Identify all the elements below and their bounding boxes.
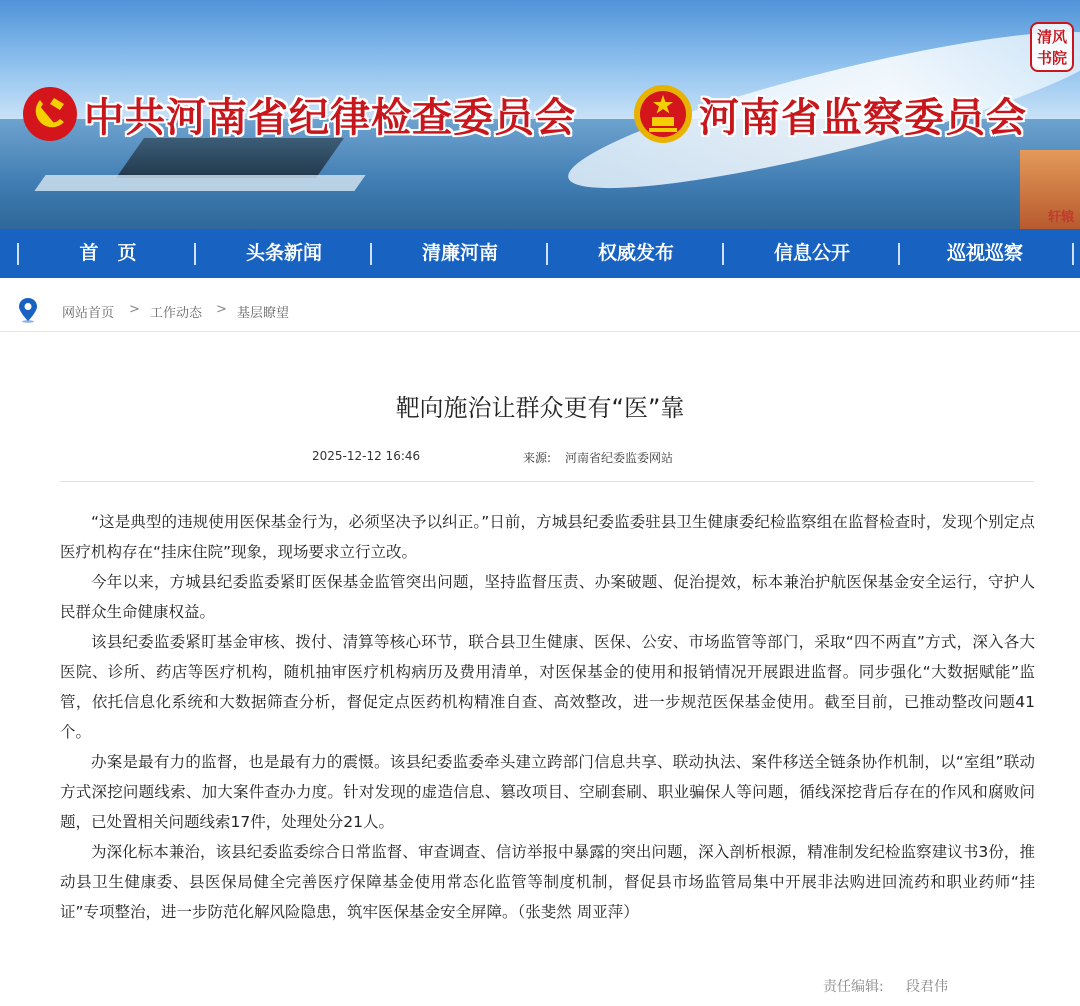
title-supervision-henan: 河南省监察委员会 [699, 94, 1027, 141]
breadcrumb-grassroots-link[interactable]: 基层瞭望 [237, 306, 290, 321]
article-paragraph: 今年以来，方城县纪委监委紧盯医保基金监管突出问题，坚持监督压责、办案破题、促治提效，标本兼治护航医保基金安全运行，守护人民群众生命健康权益。 [60, 573, 1035, 621]
breadcrumb-separator: > [216, 302, 227, 317]
article-source: 河南省纪委监委网站 [565, 451, 674, 465]
party-emblem-icon [22, 86, 78, 142]
divider [60, 481, 1034, 482]
breadcrumb-separator: > [129, 302, 140, 317]
nav-item-info-disclosure[interactable]: 信息公开 [773, 242, 850, 264]
banner-shore-text: 轩辕 [1047, 210, 1074, 225]
location-pin-icon [17, 297, 39, 323]
nav-item-authority-release[interactable]: 权威发布 [597, 242, 674, 264]
breadcrumb [0, 278, 1080, 332]
article-paragraph: 该县纪委监委紧盯基金审核、拨付、清算等核心环节，联合县卫生健康、医保、公安、市场监管等部门，采取“四不两直”方式，深入各大医院、诊所、药店等医疗机构，随机抽审医疗机构病历及费用清单，对医保基金的使用和报销情况开展跟进监督。同步强化“大数据赋能”监管，依托信息化系统和大数据筛查分析，督促定点医药机构精准自查、高效整改，进一步规范医保基金使用。截至目前，已推动整改问题41个。 [60, 633, 1035, 741]
nav-item-home[interactable]: 首 页 [79, 242, 137, 264]
seal-stamp: 清风 书院 [1030, 22, 1074, 72]
nav-separator [17, 243, 19, 265]
article-date: 2025-12-12 16:46 [312, 449, 421, 463]
article-paragraph: 为深化标本兼治，该县纪委监委综合日常监督、审查调查、信访举报中暴露的突出问题，深入剖析根源，精准制发纪检监察建议书3份，推动县卫生健康委、县医保局健全完善医疗保障基金使用常态化监管等制度机制，督促县市场监管局集中开展非法购进回流药和职业药师“挂证”专项整治，进一步防范化解风险隐患，筑牢医保基金安全屏障。（张斐然 周亚萍） [60, 843, 1035, 921]
main-nav [0, 229, 1080, 278]
breadcrumb-work-news-link[interactable]: 工作动态 [150, 306, 203, 321]
nav-separator [1072, 243, 1074, 265]
article-body [60, 507, 1035, 927]
article-paragraph: “这是典型的违规使用医保基金行为，必须坚决予以纠正。”日前，方城县纪委监委驻县卫生健康委纪检监察组在监督检查时，发现个别定点医疗机构存在“挂床住院”现象，现场要求立行立改。 [60, 513, 1035, 561]
editor-label: 责任编辑: [823, 979, 884, 995]
editor-name: 段君伟 [906, 979, 948, 995]
banner-dam-road [34, 175, 365, 191]
article-source-label: 来源: [523, 451, 552, 465]
article-title: 靶向施治让群众更有“医”靠 [395, 394, 685, 422]
site-banner [0, 0, 1080, 229]
breadcrumb-home-link[interactable]: 网站首页 [62, 306, 115, 321]
national-emblem-icon [633, 84, 693, 144]
title-ccdi-henan: 中共河南省纪律检查委员会 [84, 94, 576, 141]
nav-item-clean-henan[interactable]: 清廉河南 [421, 242, 498, 264]
nav-item-headline-news[interactable]: 头条新闻 [245, 242, 322, 264]
article-paragraph: 办案是最有力的监督，也是最有力的震慑。该县纪委监委牵头建立跨部门信息共享、联动执法、案件移送全链条协作机制，以“室组”联动方式深挖问题线索、加大案件查办力度。针对发现的虚造信息、篡改项目、空刷套刷、职业骗保人等问题，循线深挖背后存在的作风和腐败问题，已处置相关问题线索17件，处理处分21人。 [60, 753, 1035, 831]
banner-dam [116, 138, 344, 178]
nav-item-inspection[interactable]: 巡视巡察 [946, 242, 1023, 264]
